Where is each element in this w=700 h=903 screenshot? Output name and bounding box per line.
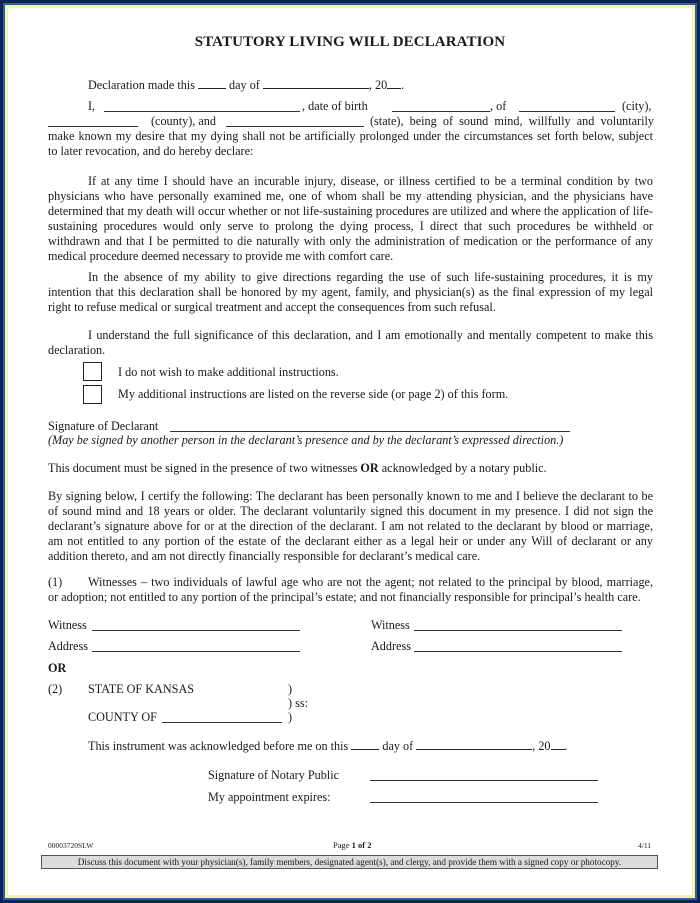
additional-instructions-checkbox[interactable] (83, 385, 102, 404)
witnesses-text-line1: Witnesses – two individuals of lawful age who are not the agent; not related to the principal by blood, marriage, (88, 575, 653, 589)
date-of-birth-label: , date of birth (302, 99, 368, 113)
ack-month-field[interactable] (416, 738, 532, 750)
footer-notice-bar: Discuss this document with your physician(s), family members, designated agent(s), and clergy, and provide them with a signed copy or photocopy. (41, 855, 658, 869)
identity-line-3: make known my desire that my dying shall not be artificially prolonged under the circumstances set forth below, subject (48, 129, 653, 143)
witness-1-field[interactable] (92, 630, 300, 631)
declaration-day-field[interactable] (198, 77, 226, 89)
county-label: (county), and (151, 114, 216, 128)
understand-paragraph: I understand the full significance of this declaration, and I am emotionally and mentally competent to make this declaration. (48, 328, 653, 357)
no-additional-instructions-label: I do not wish to make additional instructions. (118, 365, 339, 379)
date-of-birth-field[interactable] (392, 111, 490, 112)
county-of-label: COUNTY OF (88, 710, 157, 724)
address-2-label: Address (371, 639, 411, 653)
additional-instructions-label: My additional instructions are listed on the reverse side (or page 2) of this form. (118, 387, 509, 401)
document-title: STATUTORY LIVING WILL DECLARATION (194, 34, 506, 50)
city-label: (city), (622, 99, 652, 113)
signature-declarant-field[interactable] (170, 431, 570, 432)
witness-1-label: Witness (48, 618, 87, 632)
ss-label: ) ss: (288, 696, 308, 710)
declaration-month-field[interactable] (263, 77, 369, 89)
certify-paragraph: By signing below, I certify the following: The declarant has been personally known to me and I believe the declarant to be of sound mind and 18 years or older. The declarant voluntarily signed this document in my presence. I did not sign the declarant’s signature above for or at the direction of the declarant. I am not related to the declarant by blood or marriage, am not entitled to any portion of the estate of the declarant either as a legal heir or under any Will of declarant or any addition thereto, and am not directly financially responsible for declarant’s medical care. (48, 489, 653, 563)
no-additional-instructions-checkbox[interactable] (83, 362, 102, 381)
notary-county-field[interactable] (162, 722, 282, 723)
appointment-expires-label: My appointment expires: (208, 790, 331, 804)
address-1-field[interactable] (92, 651, 300, 652)
state-label: (state), being of sound mind, willfully and voluntarily (370, 114, 654, 128)
witnesses-text-line2: or adoption; not entitled to any portion of the principal’s estate; and not financially responsible for principal’s health care. (48, 590, 641, 604)
absence-paragraph: In the absence of my ability to give directions regarding the use of such life-sustaining procedures, it is my intention that this declaration shall be honored by my agent, family, and physician(s) as the final expression of my legal right to refuse medical or surgical treatment and accept the consequences from such refusal. (48, 270, 653, 314)
notary-number: (2) (48, 682, 63, 696)
signature-note: (May be signed by another person in the declarant’s presence and by the declarant’s expressed direction.) (48, 433, 564, 447)
county-field[interactable] (48, 126, 138, 127)
witnesses-number: (1) (48, 575, 63, 589)
appointment-expires-field[interactable] (370, 802, 598, 803)
witness-2-label: Witness (371, 618, 410, 632)
city-field[interactable] (519, 111, 615, 112)
identity-line-4: to later revocation, and do hereby declare: (48, 144, 254, 158)
acknowledgement-line: This instrument was acknowledged before me on this day of , 20 . (88, 739, 568, 753)
state-paren: ) (288, 682, 293, 696)
declaration-year-field[interactable] (387, 77, 401, 89)
or-label: OR (48, 661, 67, 675)
page-number: Page 1 of 2 (333, 840, 372, 850)
city-of-label: , of (490, 99, 507, 113)
declarant-name-label: I, (88, 99, 96, 113)
revision-date: 4/11 (638, 841, 652, 850)
state-of-kansas: STATE OF KANSAS (88, 682, 195, 696)
witness-2-field[interactable] (414, 630, 622, 631)
form-code: 00003720SLW (48, 841, 94, 850)
declarant-name-field[interactable] (104, 111, 300, 112)
notary-signature-field[interactable] (370, 780, 598, 781)
signature-declarant-label: Signature of Declarant (48, 419, 159, 433)
notary-signature-label: Signature of Notary Public (208, 768, 339, 782)
witness-notice: This document must be signed in the presence of two witnesses OR acknowledged by a notary public. (48, 461, 547, 475)
county-paren: ) (288, 710, 293, 724)
address-2-field[interactable] (414, 651, 622, 652)
declaration-date-line: Declaration made this day of , 20 . (88, 78, 405, 92)
ack-day-field[interactable] (351, 738, 379, 750)
address-1-label: Address (48, 639, 88, 653)
terminal-condition-paragraph: If at any time I should have an incurable injury, disease, or illness certified to be a terminal condition by two physicians who have personally examined me, one of whom shall be my attending physician, and the physicians have determined that my death will occur whether or not life-sustaining procedures are utilized and where the application of life-sustaining procedures would only serve to prolong the dying process, I direct that such procedures be withheld or withdrawn and that I be permitted to die naturally with only the administration of medication or the performance of any medical procedure deemed necessary to provide me with comfort care. (48, 174, 653, 263)
state-field[interactable] (226, 126, 364, 127)
ack-year-field[interactable] (551, 738, 565, 750)
